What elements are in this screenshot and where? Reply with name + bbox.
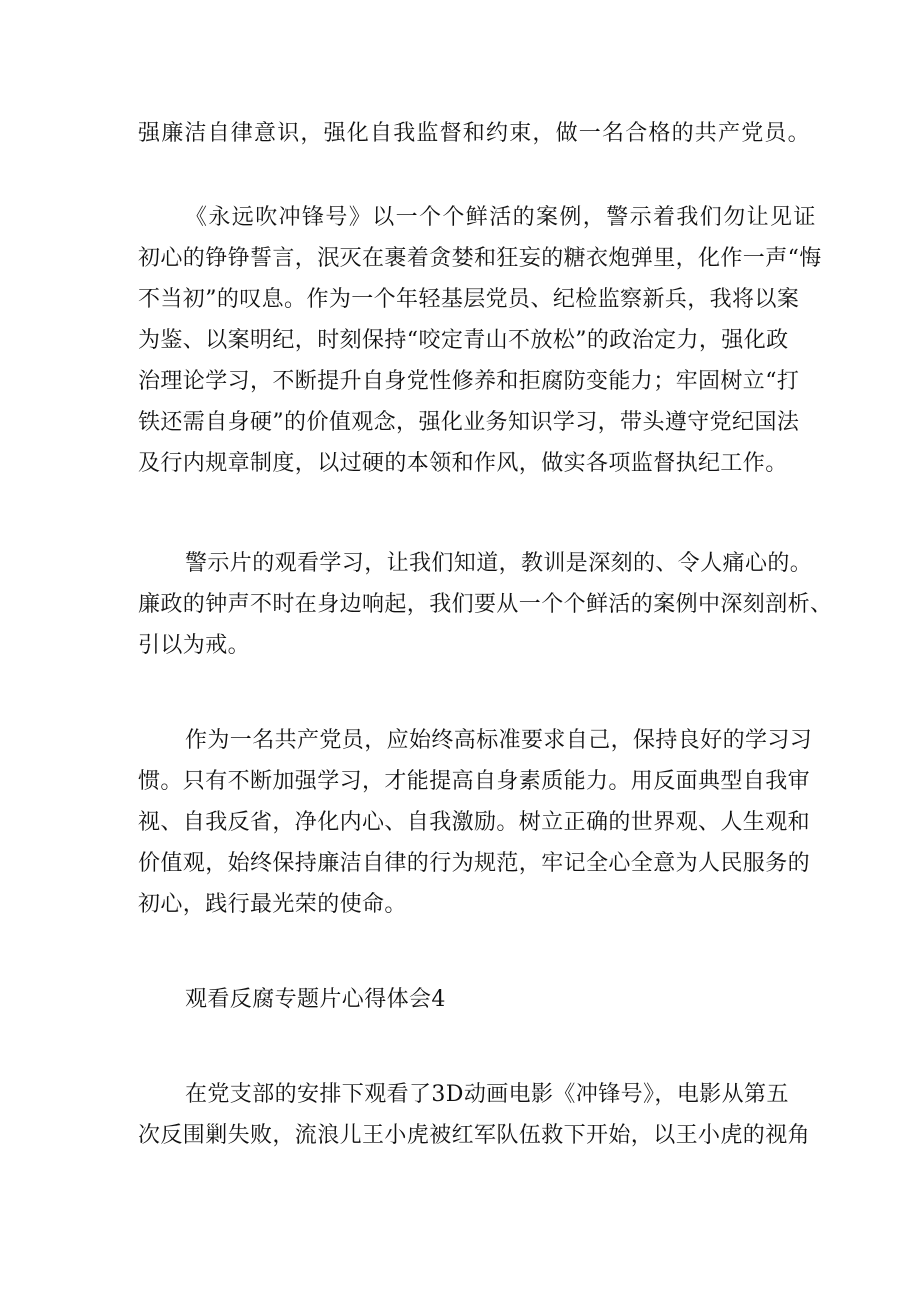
- paragraph-5-line-1: 在党支部的安排下观看了3D动画电影《冲锋号》，电影从第五: [185, 1082, 789, 1107]
- paragraph-3-line-3: 引以为戒。: [138, 633, 251, 658]
- paragraph-4-line-1: 作为一名共产党员，应始终高标准要求自己，保持良好的学习习: [185, 728, 813, 753]
- paragraph-1-line-1: 强廉洁自律意识，强化自我监督和约束，做一名合格的共产党员。: [138, 121, 811, 146]
- paragraph-5-line-2: 次反围剿失败，流浪儿王小虎被红军队伍救下开始，以王小虎的视角: [138, 1123, 811, 1148]
- paragraph-2-line-2: 初心的铮铮誓言，泯灭在裹着贪婪和狂妄的糖衣炮弹里，化作一声“悔: [138, 246, 822, 271]
- paragraph-2-line-5: 治理论学习，不断提升自身党性修养和拒腐防变能力；牢固树立“打: [138, 369, 800, 394]
- paragraph-3-line-1: 警示片的观看学习，让我们知道，教训是深刻的、令人痛心的。: [185, 551, 813, 576]
- paragraph-2-line-7: 及行内规章制度，以过硬的本领和作风，做实各项监督执纪工作。: [138, 451, 788, 476]
- paragraph-2-line-4: 为鉴、以案明纪，时刻保持“咬定青山不放松”的政治定力，强化政: [138, 328, 789, 353]
- paragraph-4-line-5: 初心，践行最光荣的使命。: [138, 892, 407, 917]
- paragraph-2-line-3: 不当初”的叹息。作为一个年轻基层党员、纪检监察新兵，我将以案: [138, 287, 800, 312]
- paragraph-2-line-1: 《永远吹冲锋号》以一个个鲜活的案例，警示着我们勿让见证: [185, 205, 817, 230]
- section-heading: 观看反腐专题片心得体会4: [185, 987, 446, 1012]
- paragraph-4-line-3: 视、自我反省，净化内心、自我激励。树立正确的世界观、人生观和: [138, 810, 811, 835]
- paragraph-4-line-2: 惯。只有不断加强学习，才能提高自身素质能力。用反面典型自我审: [138, 769, 811, 794]
- paragraph-2-line-6: 铁还需自身硬”的价值观念，强化业务知识学习，带头遵守党纪国法: [138, 410, 800, 435]
- paragraph-3-line-2: 廉政的钟声不时在身边响起，我们要从一个个鲜活的案例中深刻剖析、: [138, 592, 833, 617]
- paragraph-4-line-4: 价值观，始终保持廉洁自律的行为规范，牢记全心全意为人民服务的: [138, 851, 811, 876]
